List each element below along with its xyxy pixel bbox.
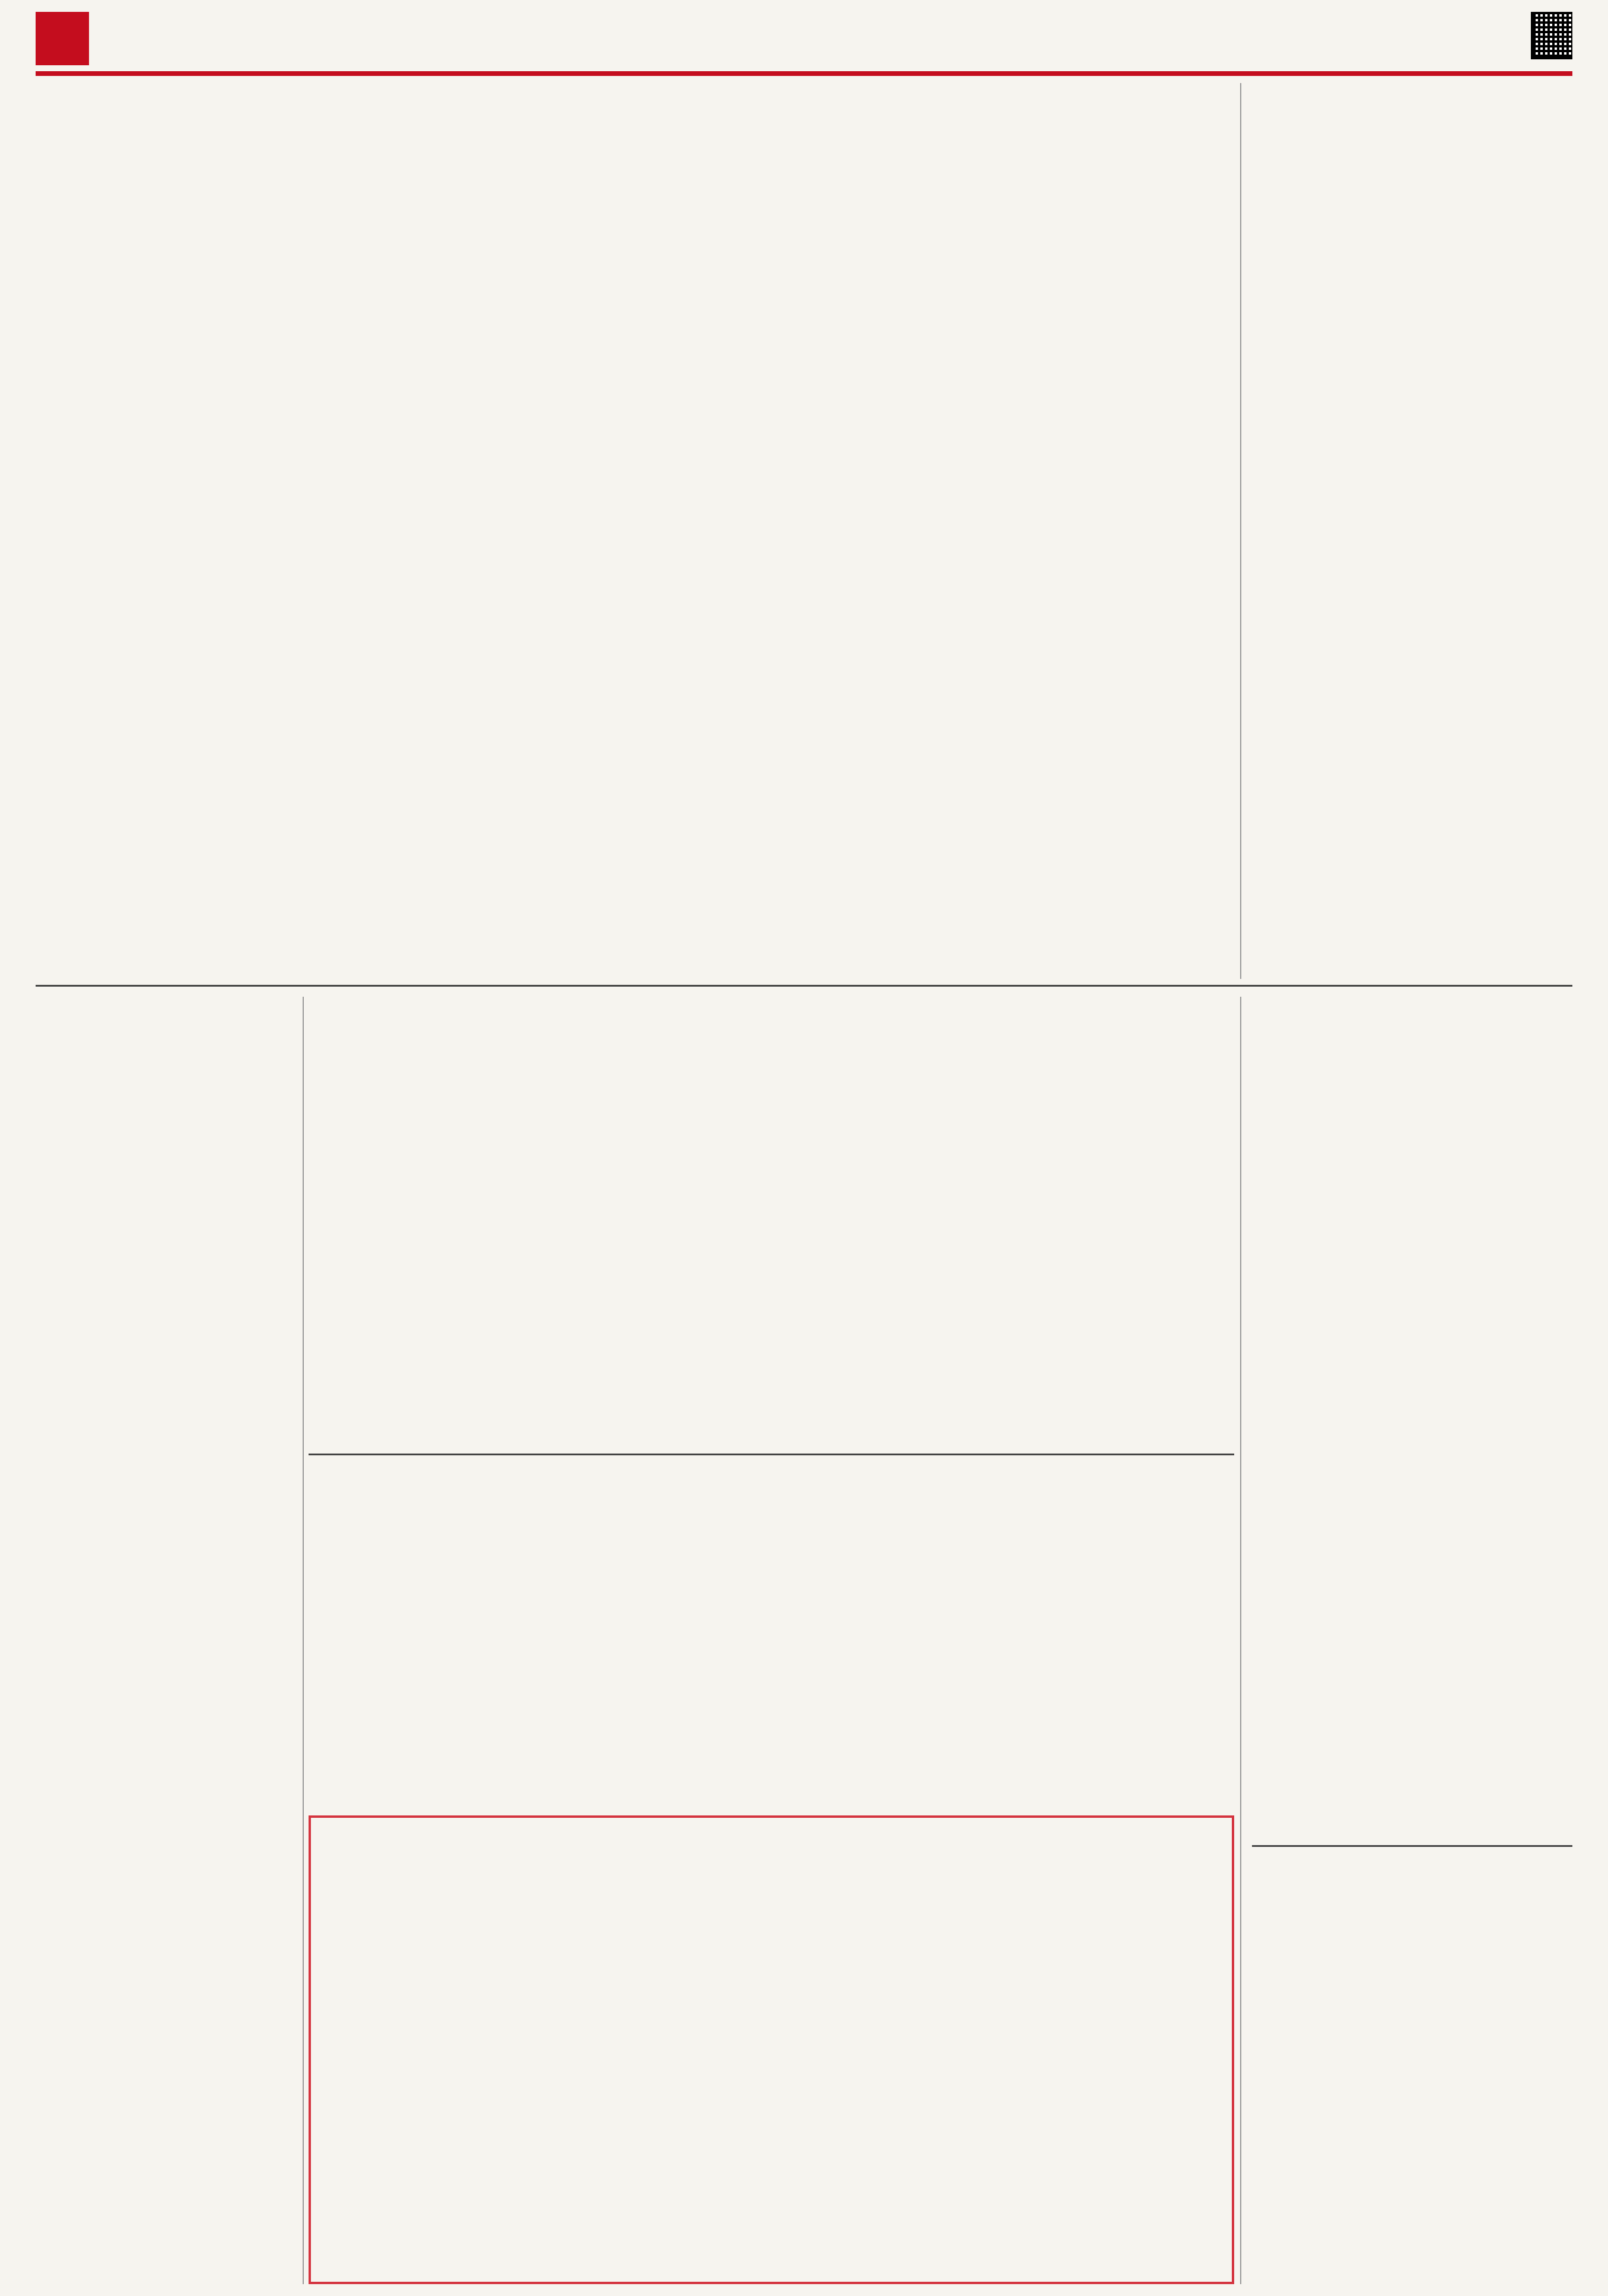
- qr-code-icon: [1531, 12, 1572, 59]
- center-low-column-5: [1050, 1465, 1228, 1804]
- center-mid-column-4: [991, 1169, 1228, 1448]
- right-top-headline: [1252, 131, 1572, 220]
- dateline: [1169, 24, 1442, 53]
- section-rule: [309, 1454, 1234, 1455]
- right-mid-body: [1258, 1163, 1566, 1839]
- boxed-column-3: [928, 1901, 1219, 2275]
- lead-column-3: [587, 255, 849, 973]
- left-mid-body: [42, 1121, 297, 2284]
- lead-column-1: [42, 279, 303, 973]
- lead-column-4: [860, 255, 1121, 973]
- right-top-subheadline: [1252, 225, 1572, 285]
- column-divider: [303, 997, 304, 2284]
- right-low-byline: [1258, 1987, 1566, 2011]
- center-mid-column-2: [540, 1169, 754, 1448]
- right-low-body: [1258, 2011, 1566, 2284]
- right-mid-subheadline: [1252, 1098, 1572, 1127]
- center-low-column-2: [498, 1465, 676, 1804]
- masthead: [36, 12, 1572, 65]
- center-mid-subheadline: [309, 1121, 1234, 1157]
- left-mid-byline: [42, 1098, 297, 1121]
- masthead-rule: [36, 71, 1572, 76]
- center-low-column-1: [314, 1465, 492, 1804]
- left-mid-headline: [42, 1003, 297, 1092]
- lead-subheadline: [237, 196, 1187, 231]
- center-low-column-4: [866, 1465, 1044, 1804]
- boxed-headline: [311, 1842, 1232, 1889]
- page-number: [36, 12, 89, 65]
- right-mid-byline: [1258, 1139, 1566, 1163]
- center-mid-byline: [314, 1169, 564, 1192]
- lead-column-5: [1127, 255, 1228, 973]
- section-rule: [36, 985, 1572, 987]
- boxed-column-2: [625, 1901, 916, 2275]
- newspaper-logo: [1448, 18, 1519, 59]
- center-mid-column-1: [314, 1192, 528, 1448]
- center-low-column-3: [682, 1465, 860, 1804]
- right-top-body: [1258, 320, 1566, 973]
- staff-credits: [101, 17, 516, 64]
- lead-headline: [36, 89, 1228, 190]
- right-mid-headline: [1252, 1003, 1572, 1092]
- center-mid-column-3: [765, 1169, 979, 1448]
- section-rule: [1252, 1845, 1572, 1847]
- boxed-feature: [309, 1815, 1234, 2284]
- right-top-byline: [1258, 297, 1566, 320]
- section-title: [682, 12, 932, 59]
- right-low-headline: [1252, 1857, 1572, 1946]
- lead-column-2: [314, 255, 576, 973]
- right-low-subheadline: [1252, 1952, 1572, 1982]
- column-divider: [1240, 83, 1241, 979]
- lead-byline: [42, 255, 309, 279]
- boxed-column-1: [323, 1901, 614, 2275]
- column-divider: [1240, 997, 1241, 2284]
- center-mid-headline: [309, 997, 1234, 1121]
